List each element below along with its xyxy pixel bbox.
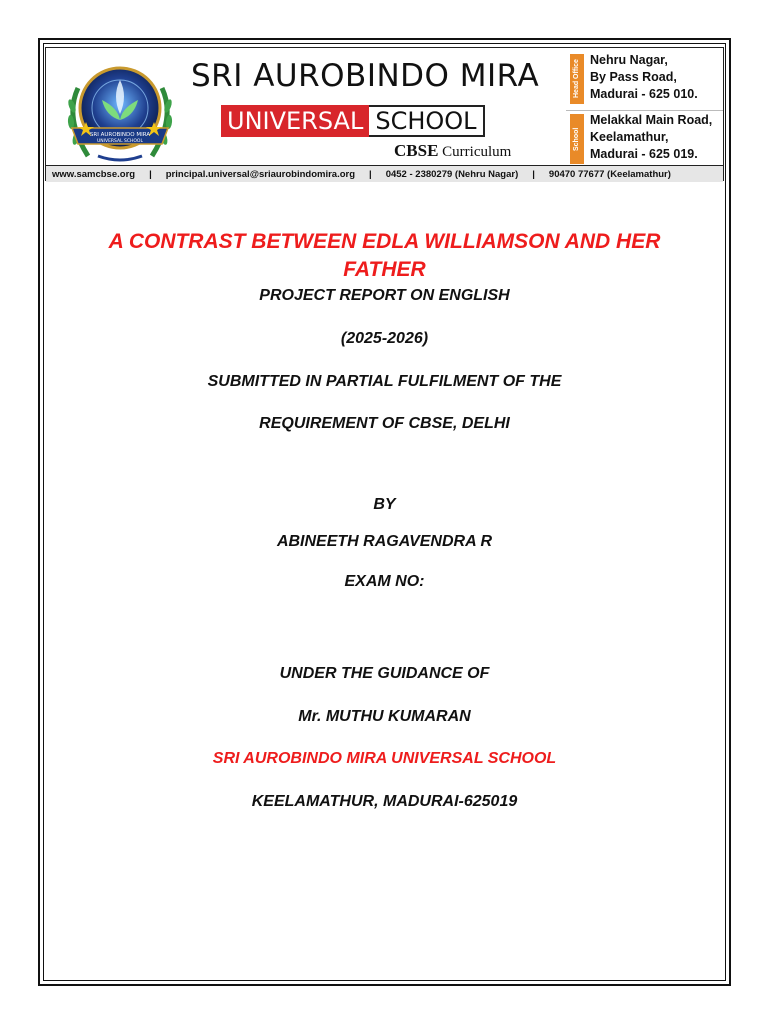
submission-line-1: SUBMITTED IN PARTIAL FULFILMENT OF THE xyxy=(207,373,562,390)
report-subtitle: PROJECT REPORT ON ENGLISH xyxy=(259,287,510,304)
contact-separator: | xyxy=(149,168,152,180)
exam-number-label: EXAM NO: xyxy=(344,573,425,590)
submission-line-2: REQUIREMENT OF CBSE, DELHI xyxy=(259,415,510,432)
logo-text-mid: UNIVERSAL SCHOOL xyxy=(97,139,143,144)
school-name-universal: UNIVERSAL xyxy=(221,105,369,137)
website-link[interactable]: www.samcbse.org xyxy=(52,168,136,180)
school-location: KEELAMATHUR, MADURAI-625019 xyxy=(251,793,518,810)
school-address xyxy=(568,112,723,168)
school-name-school: SCHOOL xyxy=(369,105,484,137)
curriculum-cbse: CBSE xyxy=(394,141,439,160)
email-link[interactable]: principal.universal@sriaurobindomira.org xyxy=(165,168,356,180)
school-letterhead xyxy=(45,47,724,181)
school-name-line1: SRI AUROBINDO MIRA xyxy=(191,58,540,94)
contact-bar xyxy=(46,165,723,182)
head-office-tag: Head Office xyxy=(570,54,584,104)
address-divider xyxy=(566,110,723,111)
school-address-line: Melakkal Main Road, xyxy=(590,113,713,127)
head-office-line: Nehru Nagar, xyxy=(590,53,668,67)
logo-text-top: SRI AUROBINDO MIRA xyxy=(89,132,151,138)
school-address-line: Keelamathur, xyxy=(590,130,669,144)
head-office-address xyxy=(568,52,723,108)
contact-separator: | xyxy=(532,168,535,180)
document-title: A CONTRAST BETWEEN EDLA WILLIAMSON AND HER FATHER xyxy=(108,230,661,281)
head-office-lines xyxy=(590,52,698,103)
school-address-lines xyxy=(590,112,712,163)
guide-name: Mr. MUTHU KUMARAN xyxy=(298,708,471,725)
academic-year: (2025-2026) xyxy=(340,330,429,347)
school-name-line2 xyxy=(221,105,485,137)
head-office-line: Madurai - 625 010. xyxy=(590,87,698,101)
student-name: ABINEETH RAGAVENDRA R xyxy=(276,533,493,550)
phone-nehru-nagar: 0452 - 2380279 (Nehru Nagar) xyxy=(385,168,519,180)
phone-keelamathur: 90470 77677 (Keelamathur) xyxy=(548,168,671,180)
school-tag: School xyxy=(570,114,584,164)
school-logo-emblem xyxy=(58,58,182,168)
guidance-label: UNDER THE GUIDANCE OF xyxy=(279,665,490,682)
head-office-line: By Pass Road, xyxy=(590,70,677,84)
school-address-line: Madurai - 625 019. xyxy=(590,147,698,161)
by-label: BY xyxy=(373,496,396,513)
contact-separator: | xyxy=(369,168,372,180)
curriculum-word: Curriculum xyxy=(438,144,512,160)
school-name: SRI AUROBINDO MIRA UNIVERSAL SCHOOL xyxy=(212,750,557,767)
curriculum-label xyxy=(394,141,511,161)
